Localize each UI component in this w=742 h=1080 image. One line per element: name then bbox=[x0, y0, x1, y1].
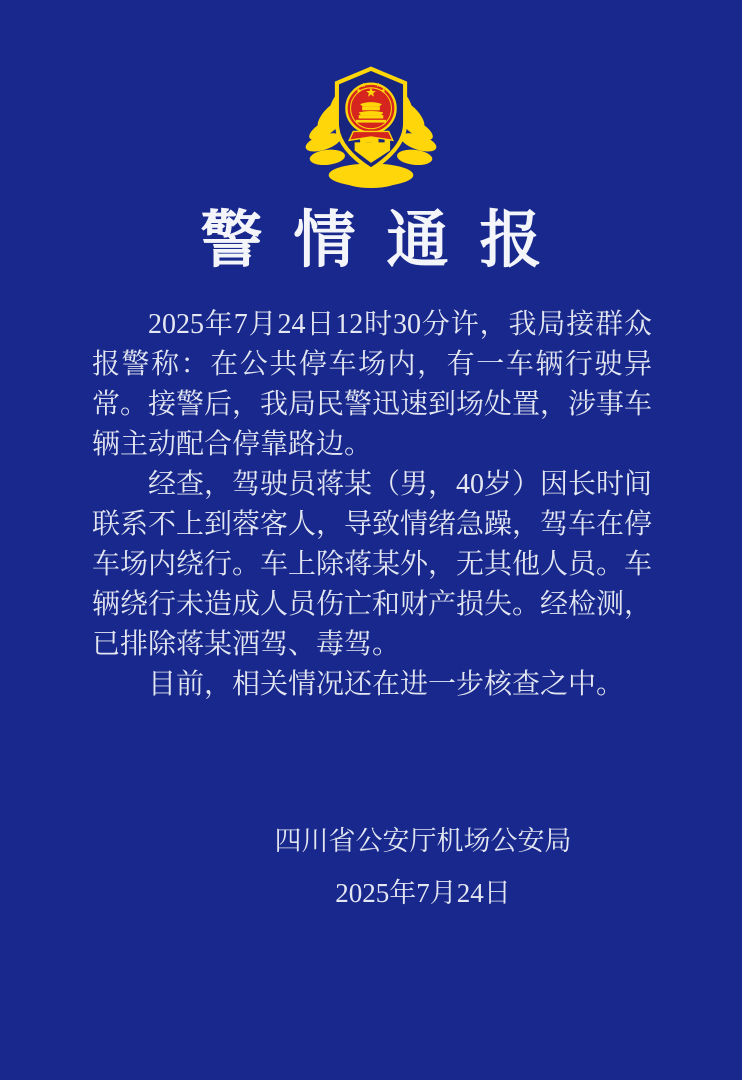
signature-block bbox=[275, 827, 572, 907]
paragraph-investigation: 经查，驾驶员蒋某（男，40岁）因长时间联系不上到蓉客人，导致情绪急躁，驾车在停车场内绕行。车上除蒋某外，无其他人员。车辆绕行未造成人员伤亡和财产损失。经检测，已排除蒋某酒驾、毒驾。 bbox=[92, 469, 653, 661]
paragraph-report: 2025年7月24日12时30分许，我局接群众报警称：在公共停车场内，有一车辆行驶异常。接警后，我局民警迅速到场处置，涉事车辆主动配合停靠路边。 bbox=[92, 309, 653, 461]
issuing-authority: 四川省公安厅机场公安局 bbox=[274, 826, 572, 857]
paragraph-status: 目前，相关情况还在进一步核查之中。 bbox=[148, 669, 625, 701]
police-badge-icon bbox=[296, 60, 446, 192]
notice-title: 警情通报 bbox=[200, 207, 573, 275]
issue-date: 2025年7月24日 bbox=[335, 878, 511, 909]
notice-body bbox=[92, 305, 652, 705]
